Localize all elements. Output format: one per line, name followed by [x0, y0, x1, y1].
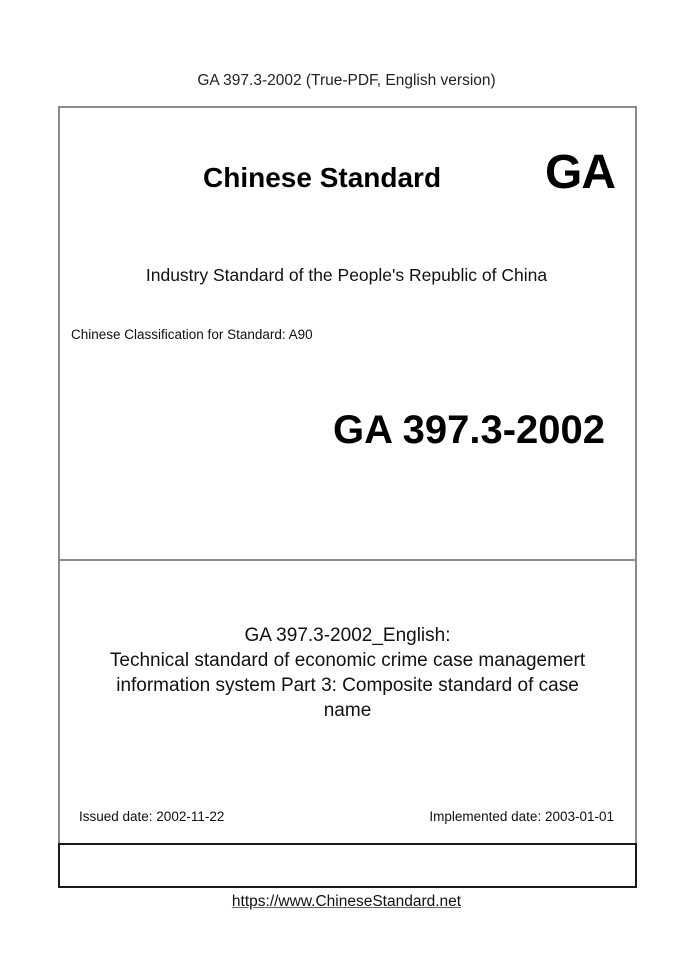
standard-code-prefix: GA	[545, 146, 615, 199]
cover-title: Chinese Standard	[203, 162, 442, 193]
page-header: GA 397.3-2002 (True-PDF, English version)	[197, 72, 496, 89]
document-title	[60, 623, 635, 723]
classification-label: Chinese Classification for Standard: A90	[71, 327, 313, 342]
document-title-line: GA 397.3-2002_English:	[244, 625, 451, 646]
footer	[0, 892, 693, 912]
implemented-date: Implemented date: 2003-01-01	[429, 809, 614, 824]
website-link[interactable]: https://www.ChineseStandard.net	[231, 893, 462, 910]
document-title-line: Technical standard of economic crime case managemert	[109, 650, 586, 671]
issued-date: Issued date: 2002-11-22	[79, 809, 225, 824]
standard-number: GA 397.3-2002	[333, 408, 606, 452]
industry-standard-line: Industry Standard of the People's Republic of China	[145, 265, 548, 285]
document-title-line: information system Part 3: Composite standard of case	[116, 675, 579, 696]
cover-frame-bottom	[58, 843, 637, 888]
document-title-line: name	[323, 700, 372, 721]
